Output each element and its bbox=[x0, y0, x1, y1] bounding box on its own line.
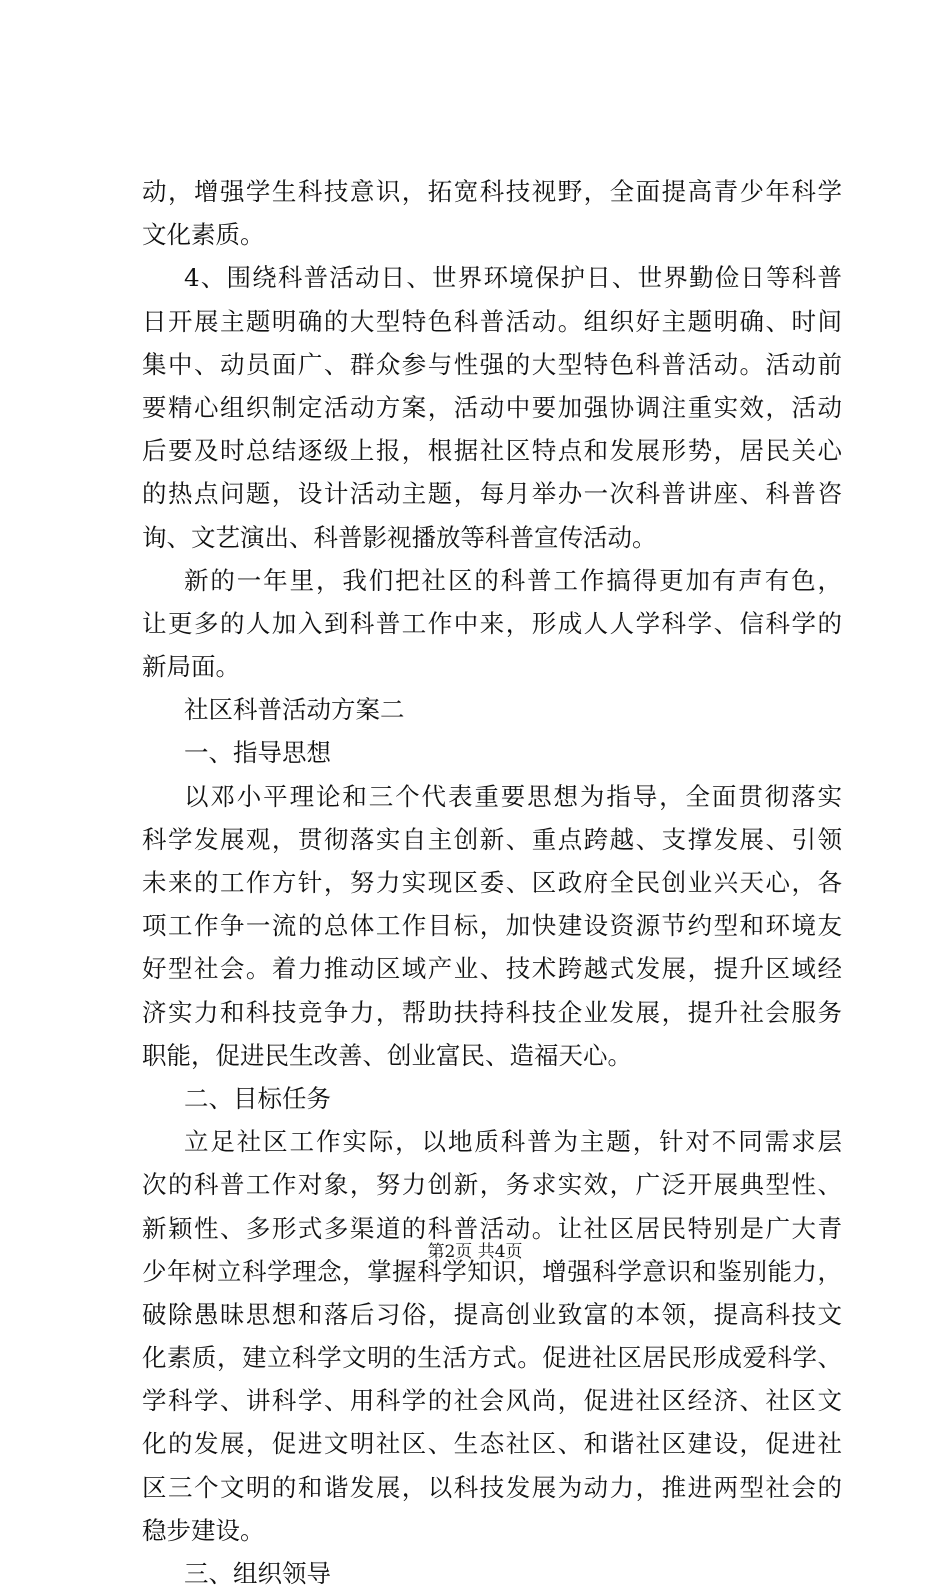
text-line: 的热点问题，设计活动主题，每月举办一次科普讲座、科普咨 bbox=[142, 479, 842, 509]
text-line: 社区科普活动方案二 bbox=[184, 695, 405, 725]
text-line: 好型社会。着力推动区域产业、技术跨越式发展，提升区域经 bbox=[142, 954, 842, 984]
text-line: 新的一年里，我们把社区的科普工作搞得更加有声有色， bbox=[184, 565, 842, 595]
text-line: 要精心组织制定活动方案，活动中要加强协调注重实效，活动 bbox=[142, 392, 842, 422]
text-line: 新颖性、多形式多渠道的科普活动。让社区居民特别是广大青 bbox=[142, 1213, 842, 1243]
text-line: 三、组织领导 bbox=[184, 1559, 331, 1588]
text-line: 二、目标任务 bbox=[184, 1083, 331, 1113]
text-line: 破除愚昧思想和落后习俗，提高创业致富的本领，提高科技文 bbox=[142, 1299, 842, 1329]
text-line: 一、指导思想 bbox=[184, 738, 331, 768]
document-body bbox=[142, 170, 842, 1595]
text-line: 科学发展观，贯彻落实自主创新、重点跨越、支撑发展、引领 bbox=[142, 824, 842, 854]
text-line: 日开展主题明确的大型特色科普活动。组织好主题明确、时间 bbox=[142, 306, 842, 336]
text-line: 次的科普工作对象，努力创新，务求实效，广泛开展典型性、 bbox=[142, 1170, 842, 1200]
text-line: 以邓小平理论和三个代表重要思想为指导，全面贯彻落实 bbox=[184, 781, 842, 811]
text-line: 项工作争一流的总体工作目标，加快建设资源节约型和环境友 bbox=[142, 911, 842, 941]
text-line: 后要及时总结逐级上报，根据社区特点和发展形势，居民关心 bbox=[142, 436, 842, 466]
text-line: 集中、动员面广、群众参与性强的大型特色科普活动。活动前 bbox=[142, 349, 842, 379]
text-line: 区三个文明的和谐发展，以科技发展为动力，推进两型社会的 bbox=[142, 1472, 842, 1502]
text-line: 济实力和科技竞争力，帮助扶持科技企业发展，提升社会服务 bbox=[142, 997, 842, 1027]
text-line: 让更多的人加入到科普工作中来，形成人人学科学、信科学的 bbox=[142, 608, 842, 638]
text-line: 化的发展，促进文明社区、生态社区、和谐社区建设，促进社 bbox=[142, 1429, 842, 1459]
text-line: 职能，促进民生改善、创业富民、造福天心。 bbox=[142, 1040, 632, 1070]
text-line: 少年树立科学理念，掌握科学知识，增强科学意识和鉴别能力， bbox=[142, 1256, 842, 1286]
text-line: 4、围绕科普活动日、世界环境保护日、世界勤俭日等科普 bbox=[184, 263, 842, 293]
text-line: 询、文艺演出、科普影视播放等科普宣传活动。 bbox=[142, 522, 657, 552]
text-line: 稳步建设。 bbox=[142, 1515, 265, 1545]
text-line: 未来的工作方针，努力实现区委、区政府全民创业兴天心，各 bbox=[142, 868, 842, 897]
text-line: 学科学、讲科学、用科学的社会风尚，促进社区经济、社区文 bbox=[142, 1386, 842, 1416]
text-line: 新局面。 bbox=[142, 652, 240, 682]
text-line: 立足社区工作实际，以地质科普为主题，针对不同需求层 bbox=[184, 1127, 842, 1157]
page-footer: 第2页 共4页 bbox=[427, 1242, 523, 1262]
text-line: 化素质，建立科学文明的生活方式。促进社区居民形成爱科学、 bbox=[142, 1343, 842, 1373]
text-line: 文化素质。 bbox=[142, 220, 265, 250]
text-line: 动，增强学生科技意识，拓宽科技视野，全面提高青少年科学 bbox=[142, 177, 842, 206]
